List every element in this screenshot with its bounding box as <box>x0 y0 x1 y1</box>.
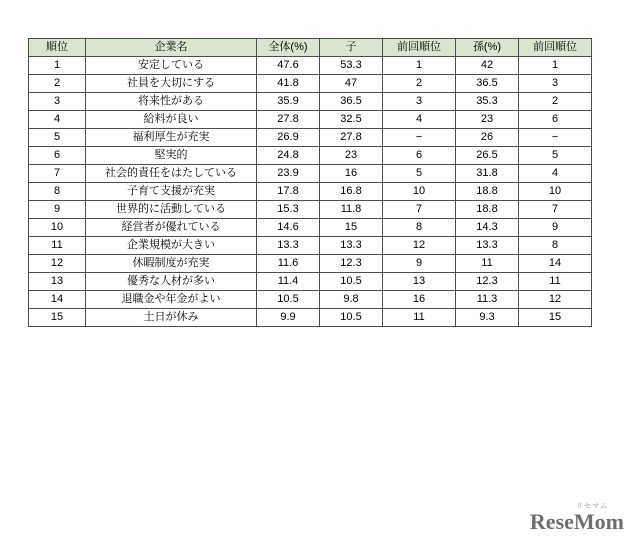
cell-rank: 13 <box>29 273 86 291</box>
cell-total: 23.9 <box>257 165 320 183</box>
table-row <box>29 309 592 327</box>
cell-company: 退職金や年金がよい <box>86 291 257 309</box>
cell-child: 23 <box>320 147 383 165</box>
cell-prev-rank-1: 9 <box>383 255 456 273</box>
cell-child: 47 <box>320 75 383 93</box>
column-header-prev-rank-1: 前回順位 <box>383 39 456 57</box>
cell-company: 堅実的 <box>86 147 257 165</box>
cell-rank: 6 <box>29 147 86 165</box>
cell-company: 給料が良い <box>86 111 257 129</box>
cell-prev-rank-1: 7 <box>383 201 456 219</box>
table-row <box>29 291 592 309</box>
cell-total: 41.8 <box>257 75 320 93</box>
cell-grandchild: 31.8 <box>456 165 519 183</box>
cell-prev-rank-2: 5 <box>519 147 592 165</box>
results-table-container <box>28 38 592 327</box>
cell-total: 17.8 <box>257 183 320 201</box>
cell-rank: 3 <box>29 93 86 111</box>
table-row <box>29 237 592 255</box>
cell-prev-rank-2: 7 <box>519 201 592 219</box>
cell-prev-rank-2: 10 <box>519 183 592 201</box>
cell-child: 16 <box>320 165 383 183</box>
cell-prev-rank-2: 15 <box>519 309 592 327</box>
table-row <box>29 201 592 219</box>
cell-company: 子育て支援が充実 <box>86 183 257 201</box>
table-header-row <box>29 39 592 57</box>
cell-total: 14.6 <box>257 219 320 237</box>
cell-grandchild: 18.8 <box>456 201 519 219</box>
cell-prev-rank-1: 10 <box>383 183 456 201</box>
cell-prev-rank-1: 8 <box>383 219 456 237</box>
cell-child: 10.5 <box>320 309 383 327</box>
cell-company: 安定している <box>86 57 257 75</box>
cell-grandchild: 26 <box>456 129 519 147</box>
table-row <box>29 93 592 111</box>
cell-prev-rank-2: 4 <box>519 165 592 183</box>
column-header-prev-rank-2: 前回順位 <box>519 39 592 57</box>
cell-company: 企業規模が大きい <box>86 237 257 255</box>
table-body <box>29 57 592 327</box>
cell-prev-rank-2: 2 <box>519 93 592 111</box>
cell-rank: 15 <box>29 309 86 327</box>
cell-company: 経営者が優れている <box>86 219 257 237</box>
cell-grandchild: 12.3 <box>456 273 519 291</box>
cell-total: 11.4 <box>257 273 320 291</box>
cell-company: 将来性がある <box>86 93 257 111</box>
column-header-rank: 順位 <box>29 39 86 57</box>
cell-child: 16.8 <box>320 183 383 201</box>
column-header-child: 子 <box>320 39 383 57</box>
cell-prev-rank-2: − <box>519 129 592 147</box>
cell-company: 福利厚生が充実 <box>86 129 257 147</box>
cell-prev-rank-1: 6 <box>383 147 456 165</box>
cell-prev-rank-1: 16 <box>383 291 456 309</box>
cell-grandchild: 26.5 <box>456 147 519 165</box>
cell-prev-rank-1: 4 <box>383 111 456 129</box>
cell-prev-rank-1: 11 <box>383 309 456 327</box>
cell-rank: 7 <box>29 165 86 183</box>
table-header <box>29 39 592 57</box>
cell-rank: 11 <box>29 237 86 255</box>
cell-grandchild: 18.8 <box>456 183 519 201</box>
cell-rank: 2 <box>29 75 86 93</box>
cell-prev-rank-2: 6 <box>519 111 592 129</box>
cell-grandchild: 35.3 <box>456 93 519 111</box>
cell-rank: 10 <box>29 219 86 237</box>
cell-grandchild: 11.3 <box>456 291 519 309</box>
cell-child: 36.5 <box>320 93 383 111</box>
cell-total: 9.9 <box>257 309 320 327</box>
cell-child: 53.3 <box>320 57 383 75</box>
cell-child: 27.8 <box>320 129 383 147</box>
cell-child: 12.3 <box>320 255 383 273</box>
cell-grandchild: 11 <box>456 255 519 273</box>
cell-prev-rank-1: 2 <box>383 75 456 93</box>
cell-child: 11.8 <box>320 201 383 219</box>
table-row <box>29 255 592 273</box>
cell-grandchild: 14.3 <box>456 219 519 237</box>
cell-prev-rank-1: 1 <box>383 57 456 75</box>
table-row <box>29 165 592 183</box>
cell-prev-rank-1: − <box>383 129 456 147</box>
table-row <box>29 183 592 201</box>
results-table <box>28 38 592 327</box>
table-row <box>29 129 592 147</box>
cell-prev-rank-1: 12 <box>383 237 456 255</box>
cell-company: 社会的責任をはたしている <box>86 165 257 183</box>
cell-prev-rank-1: 3 <box>383 93 456 111</box>
column-header-grandchild: 孫(%) <box>456 39 519 57</box>
cell-total: 10.5 <box>257 291 320 309</box>
cell-total: 13.3 <box>257 237 320 255</box>
cell-rank: 9 <box>29 201 86 219</box>
cell-prev-rank-2: 14 <box>519 255 592 273</box>
cell-prev-rank-2: 1 <box>519 57 592 75</box>
table-row <box>29 219 592 237</box>
cell-grandchild: 42 <box>456 57 519 75</box>
cell-rank: 8 <box>29 183 86 201</box>
cell-total: 27.8 <box>257 111 320 129</box>
table-row <box>29 57 592 75</box>
cell-total: 47.6 <box>257 57 320 75</box>
cell-company: 優秀な人材が多い <box>86 273 257 291</box>
cell-company: 社員を大切にする <box>86 75 257 93</box>
table-row <box>29 111 592 129</box>
cell-total: 26.9 <box>257 129 320 147</box>
cell-company: 休暇制度が充実 <box>86 255 257 273</box>
cell-total: 35.9 <box>257 93 320 111</box>
cell-prev-rank-2: 9 <box>519 219 592 237</box>
cell-rank: 4 <box>29 111 86 129</box>
cell-grandchild: 36.5 <box>456 75 519 93</box>
logo-brand-text: ReseMom <box>529 509 624 534</box>
cell-rank: 1 <box>29 57 86 75</box>
table-row <box>29 273 592 291</box>
cell-rank: 5 <box>29 129 86 147</box>
cell-grandchild: 23 <box>456 111 519 129</box>
table-row <box>29 75 592 93</box>
cell-total: 15.3 <box>257 201 320 219</box>
cell-rank: 14 <box>29 291 86 309</box>
cell-prev-rank-1: 13 <box>383 273 456 291</box>
column-header-total: 全体(%) <box>257 39 320 57</box>
cell-prev-rank-2: 11 <box>519 273 592 291</box>
cell-child: 10.5 <box>320 273 383 291</box>
logo-kana-text: リセマム <box>576 503 608 510</box>
cell-total: 24.8 <box>257 147 320 165</box>
cell-child: 9.8 <box>320 291 383 309</box>
table-row <box>29 147 592 165</box>
cell-rank: 12 <box>29 255 86 273</box>
cell-prev-rank-1: 5 <box>383 165 456 183</box>
cell-prev-rank-2: 12 <box>519 291 592 309</box>
cell-child: 15 <box>320 219 383 237</box>
cell-child: 13.3 <box>320 237 383 255</box>
cell-grandchild: 13.3 <box>456 237 519 255</box>
cell-company: 世界的に活動している <box>86 201 257 219</box>
cell-prev-rank-2: 8 <box>519 237 592 255</box>
cell-company: 土日が休み <box>86 309 257 327</box>
cell-prev-rank-2: 3 <box>519 75 592 93</box>
resemom-logo <box>530 503 624 533</box>
cell-grandchild: 9.3 <box>456 309 519 327</box>
column-header-company: 企業名 <box>86 39 257 57</box>
cell-child: 32.5 <box>320 111 383 129</box>
cell-total: 11.6 <box>257 255 320 273</box>
